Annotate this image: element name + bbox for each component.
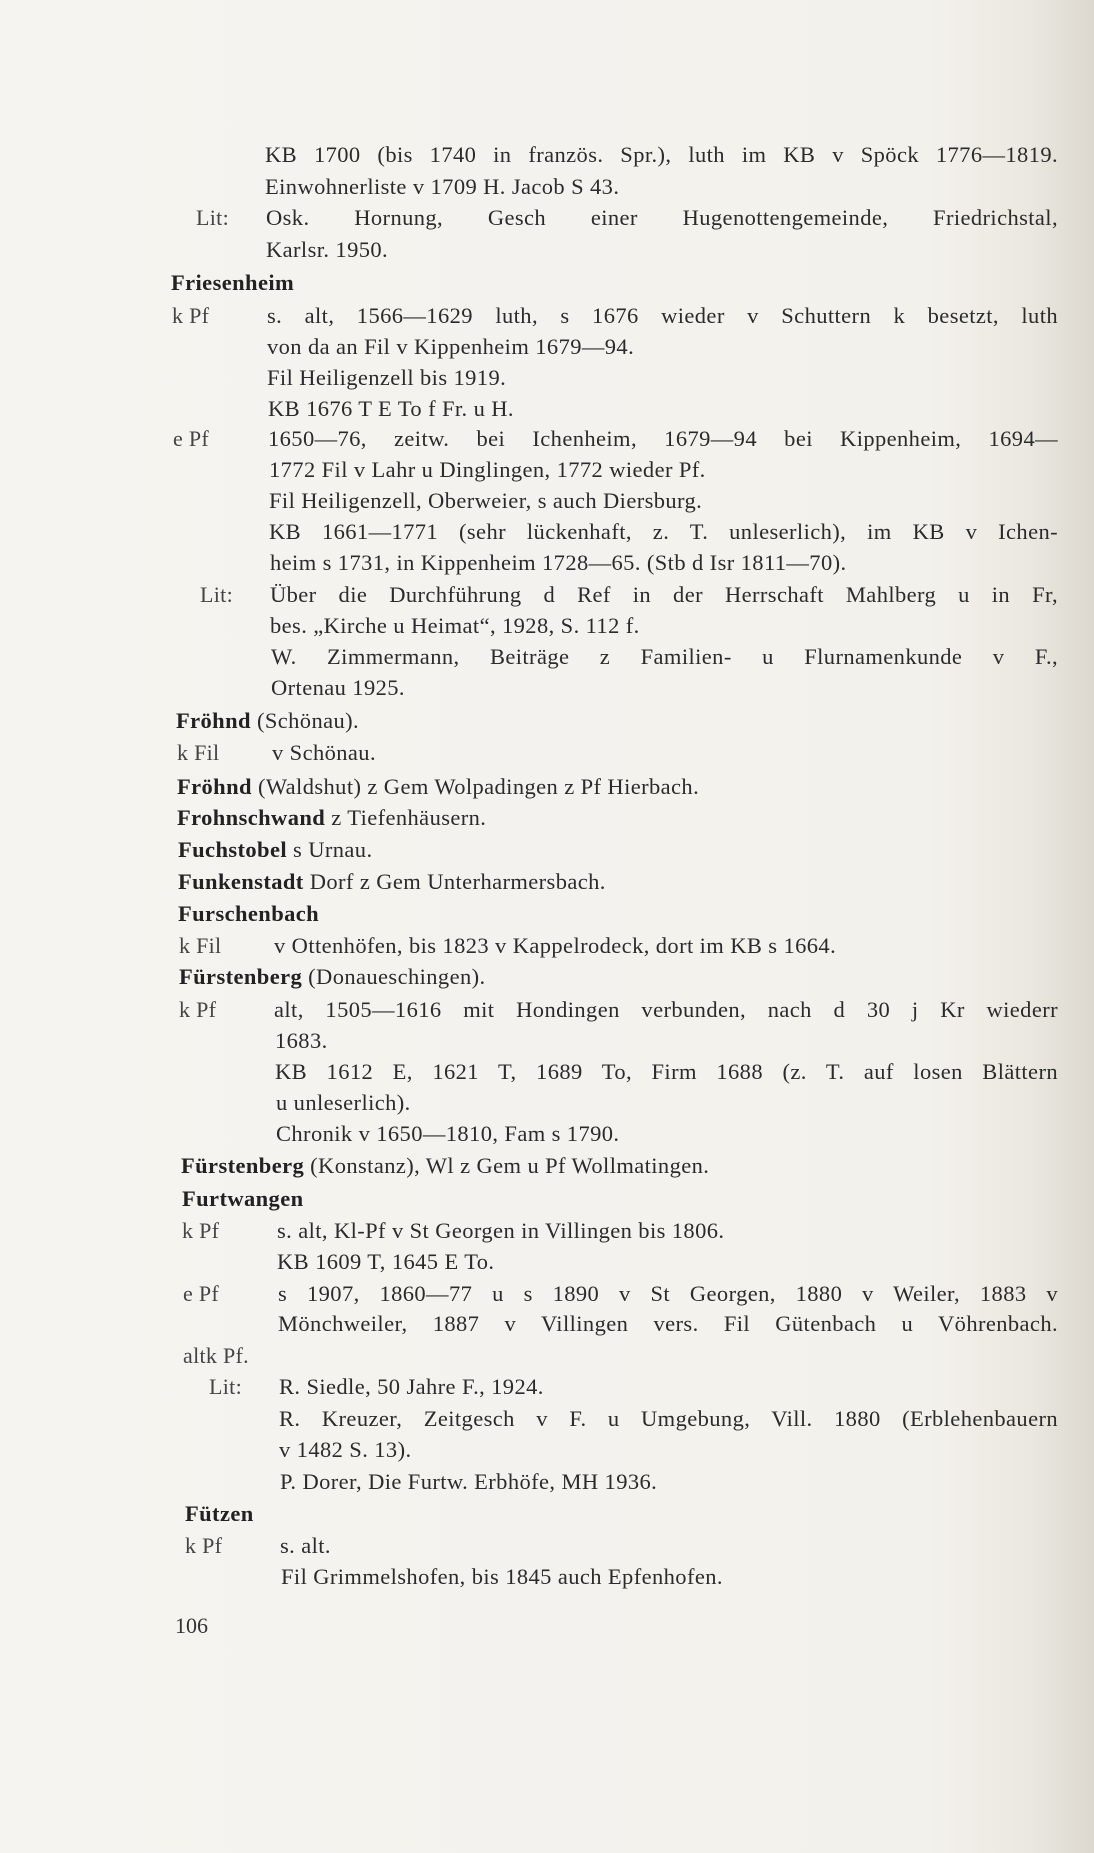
- entry-text: s. alt, Kl-Pf v St Georgen in Villingen bis 1806.: [277, 1218, 725, 1243]
- entry-line: [0, 1086, 1094, 1120]
- place-name: Fürstenberg: [181, 1153, 305, 1178]
- entry-text: R. Kreuzer, Zeitgesch v F. u Umgebung, Vill. 1880 (Erblehenbauern: [279, 1406, 1058, 1431]
- entry-text: s. alt, 1566—1629 luth, s 1676 wieder v Schuttern k besetzt, luth: [267, 303, 1058, 328]
- place-heading: [178, 865, 606, 899]
- place-name: Friesenheim: [171, 270, 295, 295]
- entry-heading-line: [0, 1149, 1094, 1183]
- place-heading: [181, 1149, 709, 1183]
- entry-line: [0, 546, 1094, 580]
- entry-heading-line: [0, 801, 1094, 835]
- entry-text: Fil Heiligenzell, Oberweier, s auch Diersburg.: [269, 488, 703, 513]
- entry-text: Chronik v 1650—1810, Fam s 1790.: [276, 1121, 620, 1146]
- entry-text: 1683.: [275, 1028, 328, 1053]
- entry-line: [0, 736, 1094, 770]
- entry-line: [0, 1245, 1094, 1279]
- entry-text: Über die Durchführung d Ref in der Herrschaft Mahlberg u in Fr,: [270, 582, 1058, 607]
- entry-text: 1772 Fil v Lahr u Dinglingen, 1772 wieder Pf.: [269, 457, 706, 482]
- entry-text: Fil Heiligenzell bis 1919.: [267, 365, 507, 390]
- entry-line: [0, 361, 1094, 395]
- entry-text: v Ottenhöfen, bis 1823 v Kappelrodeck, dort im KB s 1664.: [274, 933, 837, 958]
- place-name: Furschenbach: [178, 901, 320, 926]
- entry-line: [0, 1277, 1094, 1311]
- place-note: z Tiefenhäusern.: [325, 805, 487, 830]
- place-heading: [177, 770, 699, 804]
- entry-line: [0, 392, 1094, 426]
- entry-text: KB 1612 E, 1621 T, 1689 To, Firm 1688 (z. T. auf losen Blättern: [275, 1059, 1058, 1084]
- entry-heading-line: [0, 770, 1094, 804]
- place-heading: [171, 266, 294, 300]
- entry-line: [0, 1370, 1094, 1404]
- place-heading: [176, 704, 359, 738]
- entry-text: v 1482 S. 13).: [279, 1437, 412, 1462]
- entry-heading-line: [0, 1497, 1094, 1531]
- place-name: Fröhnd: [177, 774, 252, 799]
- entry-text: KB 1676 T E To f Fr. u H.: [268, 396, 514, 421]
- place-name: Fützen: [185, 1501, 254, 1526]
- entry-line: [0, 1117, 1094, 1151]
- entry-line: [0, 1402, 1094, 1436]
- entry-label: k Pf: [185, 1533, 223, 1558]
- entry-text: alt, 1505—1616 mit Hondingen verbunden, nach d 30 j Kr wiederr: [274, 997, 1058, 1022]
- place-heading: [178, 833, 372, 867]
- entry-line: [0, 1307, 1094, 1341]
- entry-line: [0, 1214, 1094, 1248]
- entry-text: s. alt.: [280, 1533, 331, 1558]
- entry-line: [0, 170, 1094, 204]
- entry-label: Lit:: [200, 582, 233, 607]
- entry-text: Ortenau 1925.: [271, 675, 405, 700]
- entry-line: [0, 422, 1094, 456]
- entry-text: heim s 1731, in Kippenheim 1728—65. (Stb d Isr 1811—70).: [270, 550, 847, 575]
- entry-line: [0, 578, 1094, 612]
- entry-text: u unleserlich).: [276, 1090, 411, 1115]
- place-name: Fröhnd: [176, 708, 251, 733]
- entry-text: Einwohnerliste v 1709 H. Jacob S 43.: [265, 174, 620, 199]
- entry-label: Lit:: [196, 205, 229, 230]
- entry-heading-line: [0, 266, 1094, 300]
- entry-line: [0, 1433, 1094, 1467]
- entry-label: k Fil: [179, 933, 222, 958]
- entry-line: [0, 484, 1094, 518]
- entry-line: [0, 1024, 1094, 1058]
- place-heading: [179, 960, 486, 994]
- entry-label: k Fil: [177, 740, 220, 765]
- page-number: 106: [175, 1613, 208, 1638]
- entry-text: P. Dorer, Die Furtw. Erbhöfe, MH 1936.: [280, 1469, 658, 1494]
- entry-text: von da an Fil v Kippenheim 1679—94.: [267, 334, 635, 359]
- entry-label: Lit:: [209, 1374, 242, 1399]
- entry-line: [0, 671, 1094, 705]
- entry-line: [0, 138, 1094, 172]
- entry-text: Karlsr. 1950.: [266, 237, 389, 262]
- entry-line: [0, 453, 1094, 487]
- entry-text: Fil Grimmelshofen, bis 1845 auch Epfenhofen.: [281, 1564, 723, 1589]
- entry-text: KB 1661—1771 (sehr lückenhaft, z. T. unleserlich), im KB v Ichen-: [269, 519, 1058, 544]
- entry-text: R. Siedle, 50 Jahre F., 1924.: [279, 1374, 544, 1399]
- entry-line: [0, 233, 1094, 267]
- entry-line: [0, 201, 1094, 235]
- place-heading: [177, 801, 486, 835]
- entry-text: Osk. Hornung, Gesch einer Hugenottengemeinde, Friedrichstal,: [266, 205, 1058, 230]
- entry-line: [0, 1339, 1094, 1373]
- entry-text: W. Zimmermann, Beiträge z Familien- u Flurnamenkunde v F.,: [271, 644, 1058, 669]
- entry-line: [0, 1560, 1094, 1594]
- entry-line: [0, 515, 1094, 549]
- entry-label: k Pf: [172, 303, 210, 328]
- entry-heading-line: [0, 865, 1094, 899]
- entry-text: bes. „Kirche u Heimat“, 1928, S. 112 f.: [270, 613, 640, 638]
- entry-line: [0, 993, 1094, 1027]
- place-name: Fürstenberg: [179, 964, 303, 989]
- entry-text: Mönchweiler, 1887 v Villingen vers. Fil Gütenbach u Vöhrenbach.: [278, 1311, 1058, 1336]
- entry-line: [0, 1055, 1094, 1089]
- entry-heading-line: [0, 960, 1094, 994]
- entry-heading-line: [0, 897, 1094, 931]
- place-note: Dorf z Gem Unterharmersbach.: [303, 869, 606, 894]
- place-note: (Waldshut) z Gem Wolpadingen z Pf Hierbach.: [251, 774, 700, 799]
- place-name: Funkenstadt: [178, 869, 304, 894]
- place-name: Frohnschwand: [177, 805, 326, 830]
- entry-heading-line: [0, 704, 1094, 738]
- entry-heading-line: [0, 1182, 1094, 1216]
- entry-label: e Pf: [173, 426, 210, 451]
- entry-text: s 1907, 1860—77 u s 1890 v St Georgen, 1880 v Weiler, 1883 v: [278, 1281, 1058, 1306]
- entry-text: v Schönau.: [272, 740, 376, 765]
- entry-label: e Pf: [183, 1281, 220, 1306]
- entry-text: KB 1609 T, 1645 E To.: [277, 1249, 495, 1274]
- entry-line: [0, 609, 1094, 643]
- entry-line: [0, 330, 1094, 364]
- entry-line: [0, 929, 1094, 963]
- place-heading: [182, 1182, 304, 1216]
- entry-line: [0, 1465, 1094, 1499]
- entry-line: [0, 640, 1094, 674]
- entry-text: 1650—76, zeitw. bei Ichenheim, 1679—94 bei Kippenheim, 1694—: [268, 426, 1058, 451]
- place-note: (Donaueschingen).: [302, 964, 486, 989]
- place-note: (Konstanz), Wl z Gem u Pf Wollmatingen.: [304, 1153, 710, 1178]
- place-note: s Urnau.: [287, 837, 373, 862]
- place-name: Furtwangen: [182, 1186, 304, 1211]
- place-heading: [185, 1497, 254, 1531]
- entry-text: KB 1700 (bis 1740 in französ. Spr.), luth im KB v Spöck 1776—1819.: [265, 142, 1058, 167]
- place-name: Fuchstobel: [178, 837, 288, 862]
- entry-line: [0, 299, 1094, 333]
- entry-line: [0, 1529, 1094, 1563]
- entry-label: k Pf: [179, 997, 217, 1022]
- place-note: (Schönau).: [250, 708, 360, 733]
- entry-label: k Pf: [182, 1218, 220, 1243]
- entry-heading-line: [0, 833, 1094, 867]
- entry-label: altk Pf.: [183, 1343, 249, 1368]
- place-heading: [178, 897, 319, 931]
